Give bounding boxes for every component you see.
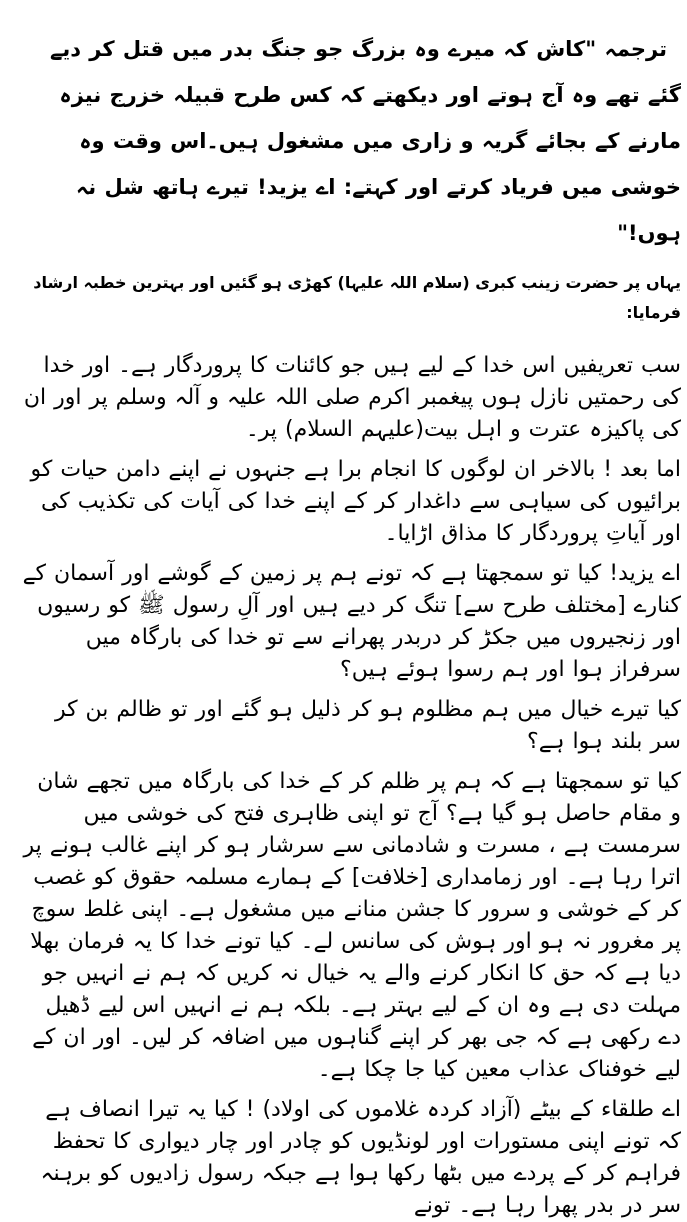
sermon-paragraph-6: اے طلقاء کے بیٹے (آزاد کردہ غلاموں کی اولاد) ! کیا یہ تیرا انصاف ہے کہ تونے اپنی مستورات اور لونڈیوں کو چادر اور چار دیواری کا تحفظ فراہم کر کے پردے میں بٹھا رکھا ہوا ہے جبکہ رسول زادیوں کو برہنہ سر در بدر پھرا رہا ہے۔ تونے [40, 1097, 681, 1218]
sermon-paragraph-3: اے یزید! کیا تو سمجھتا ہے کہ تونے ہم پر زمین کے گوشے اور آسمان کے کنارے [مختلف طرح سے] تنگ کر دیے ہیں اور آلِ رسول ﷺ کو رسیوں اور زنجیروں میں جکڑ کر دربدر پھرانے سے تو خدا کی بارگاہ میں سرفراز ہوا اور ہم رسوا ہوئے ہیں؟ [22, 561, 681, 682]
narration-line: یہاں پر حضرت زینب کبری (سلام اللہ علیہا) کھڑی ہو گئیں اور بہترین خطبہ ارشاد فرمایا: [33, 273, 681, 322]
sermon-paragraph-5: کیا تو سمجھتا ہے کہ ہم پر ظلم کر کے خدا کی بارگاہ میں تجھے شان و مقام حاصل ہو گیا ہے؟ آج تو اپنی ظاہری فتح کی خوشی میں سرمست ہے ، مسرت و شادمانی سے سرشار ہو کر اپنے غالب ہونے پر اترا رہا ہے۔ اور زمامداری [خلافت] کے ہمارے مسلمہ حقوق کو غصب کر کے خوشی و سرور کا جشن منانے میں مشغول ہے۔ اپنی غلط سوچ پر مغرور نہ ہو اور ہوش کی سانس لے۔ کیا تونے خدا کا یہ فرمان بھلا دیا ہے کہ حق کا انکار کرنے والے یہ خیال نہ کریں کہ ہم نے انہیں جو مہلت دی ہے وہ ان کے لیے بہتر ہے۔ بلکہ ہم نے انہیں اس لیے ڈھیل دے رکھی ہے کہ جی بھر کر اپنے گناہوں میں اضافہ کر لیں۔ اور ان کے لیے خوفناک عذاب معین کیا جا چکا ہے۔ [23, 769, 681, 1082]
sermon-paragraph-2: اما بعد ! بالاخر ان لوگوں کا انجام برا ہے جنہوں نے اپنے دامن حیات کو برائیوں کی سیاہی سے داغدار کر کے اپنے خدا کی آیات کی تکذیب کی اور آیاتِ پروردگار کا مذاق اڑایا۔ [30, 457, 681, 546]
sermon-paragraph-4: کیا تیرے خیال میں ہم مظلوم ہو کر ذلیل ہو گئے اور تو ظالم بن کر سر بلند ہوا ہے؟ [54, 697, 681, 754]
sermon-paragraph-1: سب تعریفیں اس خدا کے لیے ہیں جو کائنات کا پروردگار ہے۔ اور خدا کی رحمتیں نازل ہوں پیغمبر اکرم صلی اللہ علیہ و آلہ وسلم پر اور ان کی پاکیزہ عترت و اہل بیت(علیہم السلام) پر۔ [23, 353, 681, 442]
translation-paragraph: ترجمہ "کاش کہ میرے وہ بزرگ جو جنگ بدر میں قتل کر دیے گئے تھے وہ آج ہوتے اور دیکھتے کہ کس طرح قبیلہ خزرج نیزہ مارنے کے بجائے گریہ و زاری میں مشغول ہیں۔اس وقت وہ خوشی میں فریاد کرتے اور کہتے: اے یزید! تیرے ہاتھ شل نہ ہوں!" [50, 37, 681, 245]
